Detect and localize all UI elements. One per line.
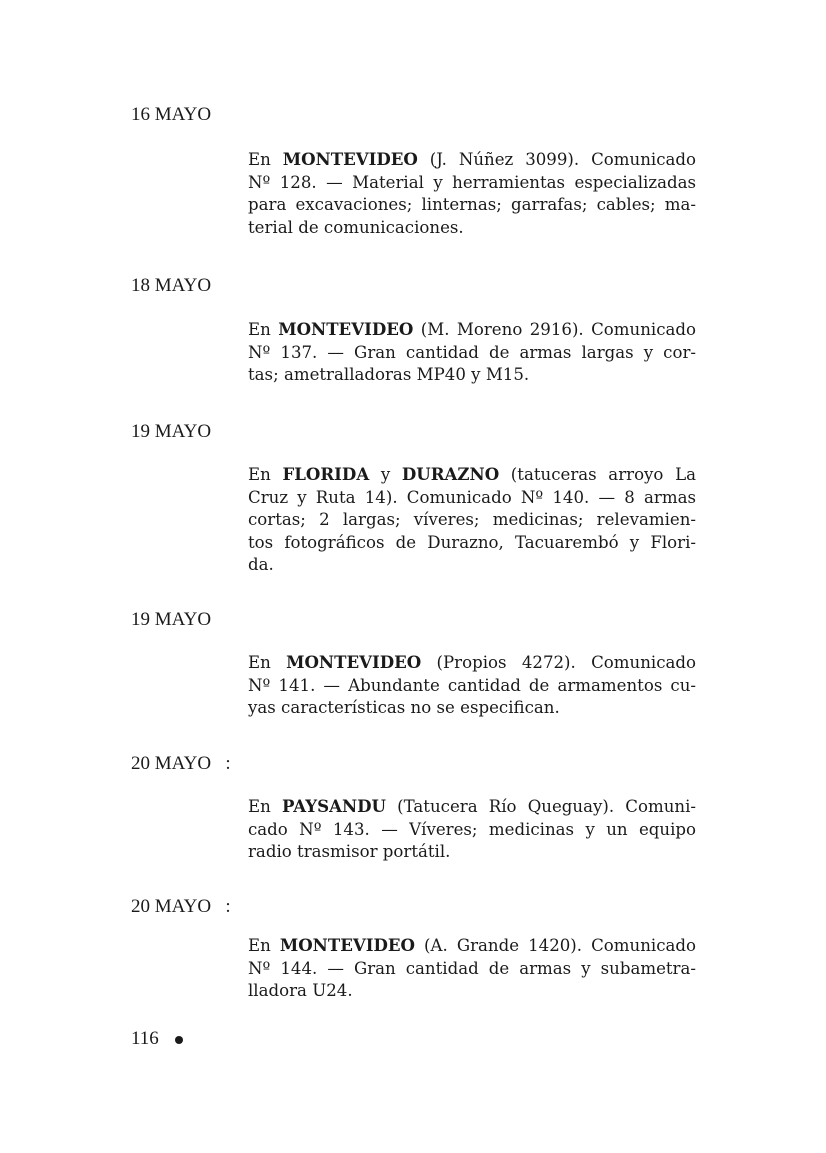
entry-line: Nº 141. — Abundante cantidad de armamentos cu- — [248, 675, 696, 695]
entry-line: En MONTEVIDEO (J. Núñez 3099). Comunicado — [248, 149, 696, 169]
entry-line: En PAYSANDU (Tatucera Río Queguay). Comuni- — [248, 796, 696, 816]
entry-text — [248, 795, 696, 864]
entry-date: 20 MAYO : — [131, 753, 231, 774]
place-name: MONTEVIDEO — [279, 935, 415, 955]
entry-text — [248, 934, 696, 1003]
entry-line: En MONTEVIDEO (M. Moreno 2916). Comunicado — [248, 319, 696, 339]
place-name: PAYSANDU — [281, 796, 387, 816]
page-number: 116 — [131, 1028, 159, 1049]
entry-date: 18 MAYO — [131, 275, 212, 296]
entry-line: para excavaciones; linternas; garrafas; cables; ma- — [248, 195, 696, 214]
entry-line: En MONTEVIDEO (A. Grande 1420). Comunicado — [248, 935, 697, 955]
place-name: MONTEVIDEO — [282, 149, 418, 169]
entry-line: terial de comunicaciones. — [248, 217, 464, 237]
entry-line: Cruz y Ruta 14). Comunicado Nº 140. — 8 armas — [248, 487, 696, 507]
entry-line: En MONTEVIDEO (Propios 4272). Comunicado — [248, 652, 697, 672]
place-name: MONTEVIDEO — [286, 652, 422, 672]
entry-text — [248, 148, 696, 239]
entry-line: da. — [248, 555, 274, 574]
entry-date: 19 MAYO — [131, 421, 212, 442]
entry-line: cado Nº 143. — Víveres; medicinas y un equipo — [248, 819, 696, 839]
entry-text — [248, 463, 696, 577]
entry-line: En FLORIDA y DURAZNO (tatuceras arroyo La — [248, 464, 696, 484]
entry-text — [248, 651, 696, 720]
entry-line: tos fotográficos de Durazno, Tacuarembó y Flori- — [248, 532, 696, 552]
entry-text — [248, 318, 696, 387]
entry-date: 16 MAYO — [131, 104, 212, 125]
entry-line: lladora U24. — [248, 981, 353, 1000]
entry-date: 20 MAYO : — [131, 896, 231, 917]
entry-line: Nº 128. — Material y herramientas especializadas — [248, 172, 696, 192]
entry-date: 19 MAYO — [131, 609, 212, 630]
entry-line: tas; ametralladoras MP40 y M15. — [248, 365, 530, 384]
place-name: FLORIDA — [282, 464, 370, 484]
entry-line: Nº 137. — Gran cantidad de armas largas y cor- — [248, 342, 696, 362]
entry-line: radio trasmisor portátil. — [248, 842, 451, 861]
entry-line: cortas; 2 largas; víveres; medicinas; relevamien- — [248, 510, 696, 529]
entry-line: yas características no se especifican. — [248, 698, 560, 717]
bullet-dot-icon — [175, 1036, 183, 1044]
page-footer — [131, 1027, 183, 1051]
place-name: DURAZNO — [401, 464, 500, 484]
place-name: MONTEVIDEO — [278, 319, 414, 339]
entry-line: Nº 144. — Gran cantidad de armas y subametra- — [248, 958, 696, 978]
